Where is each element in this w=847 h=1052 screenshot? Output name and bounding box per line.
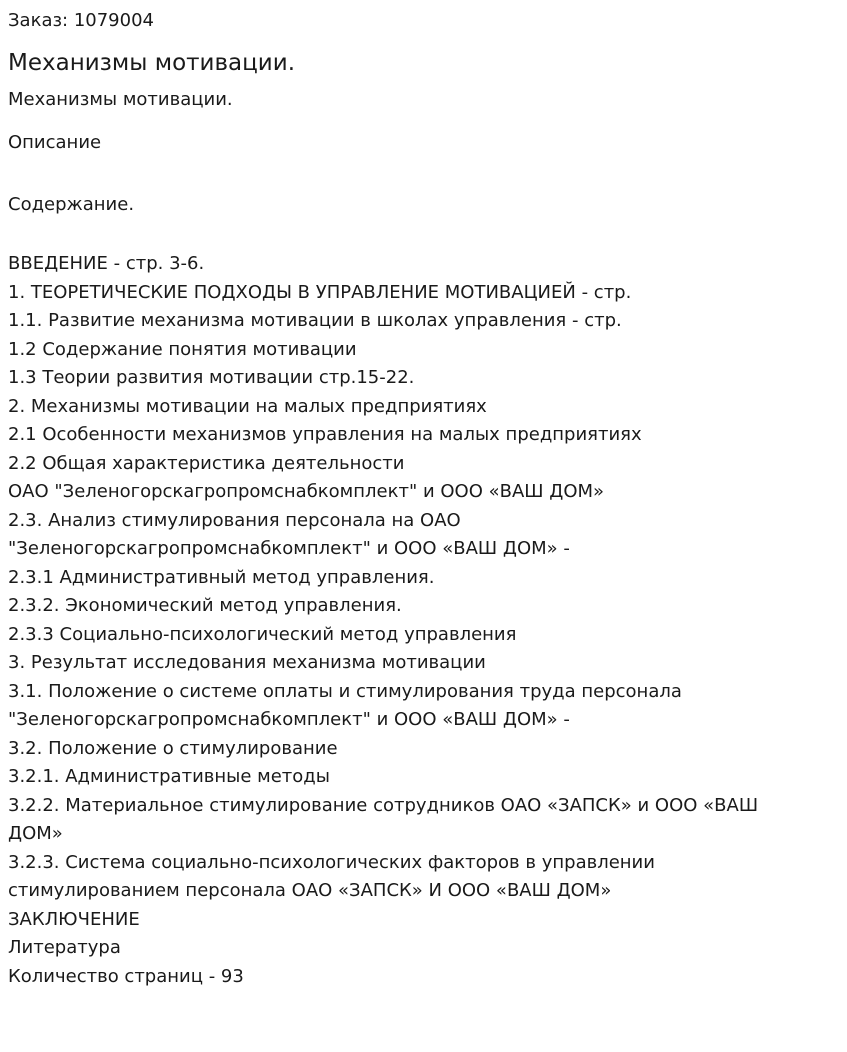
toc-line: 2.2 Общая характеристика деятельности — [8, 452, 405, 474]
order-number: Заказ: 1079004 — [8, 10, 154, 31]
toc-line: 3.2.2. Материальное стимулирование сотрудников ОАО «ЗАПСК» и ООО «ВАШ — [8, 794, 759, 816]
page-subtitle: Механизмы мотивации. — [8, 89, 233, 110]
toc-line: 2.3.2. Экономический метод управления. — [8, 595, 402, 616]
toc-line: "Зеленогорскагропромснабкомплект" и ООО «ВАШ ДОМ» - — [8, 709, 570, 730]
toc-line: ВВЕДЕНИЕ - стр. 3-6. — [8, 253, 205, 274]
toc-line: 3.1. Положение о системе оплаты и стимулирования труда персонала — [8, 680, 682, 702]
page-title: Механизмы мотивации. — [8, 50, 296, 76]
toc-line: 1.3 Теории развития мотивации стр.15-22. — [8, 367, 415, 388]
toc-line: 2.1 Особенности механизмов управления на малых предприятиях — [8, 424, 642, 445]
toc-line: 2.3.1 Административный метод управления. — [8, 566, 435, 588]
toc-line: ДОМ» — [8, 823, 63, 844]
toc-line: 2. Механизмы мотивации на малых предприятиях — [8, 395, 487, 417]
toc-line: "Зеленогорскагропромснабкомплект" и ООО «ВАШ ДОМ» - — [8, 538, 570, 559]
toc-line: Литература — [8, 937, 121, 958]
toc-line: 2.3.3 Социально-психологический метод управления — [8, 623, 517, 645]
toc-line: стимулированием персонала ОАО «ЗАПСК» И ООО «ВАШ ДОМ» — [8, 880, 612, 901]
toc-line: 1.1. Развитие механизма мотивации в школах управления - стр. — [8, 310, 622, 331]
toc-line: 3.2.3. Система социально-психологических факторов в управлении — [8, 851, 655, 873]
toc-line: 2.3. Анализ стимулирования персонала на ОАО — [8, 509, 461, 531]
table-of-contents — [8, 250, 828, 991]
toc-line: Количество страниц - 93 — [8, 965, 244, 987]
contents-label: Содержание. — [8, 194, 135, 215]
toc-line: 1. ТЕОРЕТИЧЕСКИЕ ПОДХОДЫ В УПРАВЛЕНИЕ МОТИВАЦИЕЙ - стр. — [8, 281, 632, 303]
toc-line: 3.2.1. Административные методы — [8, 766, 330, 787]
toc-line: 3.2. Положение о стимулирование — [8, 737, 338, 759]
toc-line: ОАО "Зеленогорскагропромснабкомплект" и ООО «ВАШ ДОМ» — [8, 481, 605, 502]
toc-line: 3. Результат исследования механизма мотивации — [8, 652, 486, 673]
toc-line: ЗАКЛЮЧЕНИЕ — [8, 908, 140, 930]
description-label: Описание — [8, 132, 102, 153]
toc-line: 1.2 Содержание понятия мотивации — [8, 338, 357, 360]
